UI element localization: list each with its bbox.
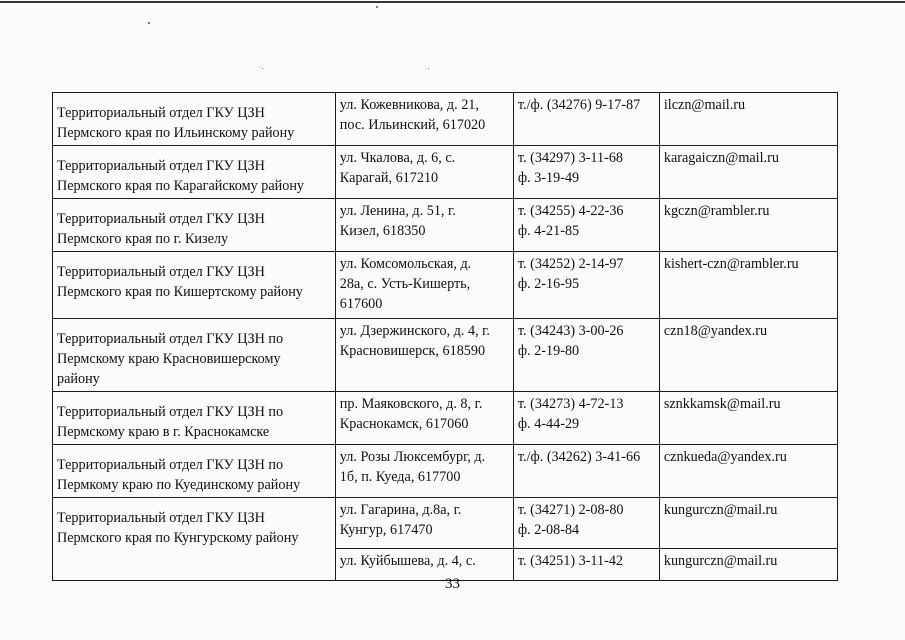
table-row (53, 392, 838, 445)
employment-centers-table (52, 92, 838, 581)
email-cell: sznkkamsk@mail.ru (659, 392, 837, 445)
address-cell: ул. Комсомольская, д. 28а, с. Усть-Кишерть, 617600 (335, 252, 513, 319)
scan-speck (428, 68, 429, 69)
table-row (53, 199, 838, 252)
table-row (53, 319, 838, 392)
address-cell: ул. Розы Люксембург, д. 1б, п. Куеда, 617700 (335, 445, 513, 498)
office-name-cell: Территориальный отдел ГКУ ЦЗН Пермского края по Кунгурскому району (53, 498, 336, 581)
email-cell: kishert-czn@rambler.ru (659, 252, 837, 319)
address-cell: ул. Кожевникова, д. 21, пос. Ильинский, 617020 (335, 93, 513, 146)
phone-cell: т. (34255) 4-22-36 ф. 4-21-85 (513, 199, 659, 252)
email-cell: kgczn@rambler.ru (659, 199, 837, 252)
office-name-cell: Территориальный отдел ГКУ ЦЗН Пермского края по Кишертскому району (53, 252, 336, 319)
office-name-cell: Территориальный отдел ГКУ ЦЗН по Пермскому краю в г. Краснокамске (53, 392, 336, 445)
scan-speck (262, 68, 263, 69)
address-cell: ул. Гагарина, д.8а, г. Кунгур, 617470 (335, 498, 513, 549)
email-cell: czn18@yandex.ru (659, 319, 837, 392)
office-name-cell: Территориальный отдел ГКУ ЦЗН Пермского края по Карагайскому району (53, 146, 336, 199)
office-name-cell: Территориальный отдел ГКУ ЦЗН Пермского края по г. Кизелу (53, 199, 336, 252)
email-cell: cznkueda@yandex.ru (659, 445, 837, 498)
phone-cell: т./ф. (34276) 9-17-87 (513, 93, 659, 146)
email-cell: ilczn@mail.ru (659, 93, 837, 146)
email-cell: kungurczn@mail.ru (659, 549, 837, 581)
table-row (53, 146, 838, 199)
office-name-cell: Территориальный отдел ГКУ ЦЗН Пермского края по Ильинскому району (53, 93, 336, 146)
phone-cell: т. (34273) 4-72-13 ф. 4-44-29 (513, 392, 659, 445)
address-cell: ул. Куйбышева, д. 4, с. (335, 549, 513, 581)
scan-speck (148, 22, 150, 24)
scan-speck (376, 6, 378, 8)
email-cell: karagaiczn@mail.ru (659, 146, 837, 199)
phone-cell: т. (34271) 2-08-80 ф. 2-08-84 (513, 498, 659, 549)
email-cell: kungurczn@mail.ru (659, 498, 837, 549)
office-name-cell: Территориальный отдел ГКУ ЦЗН по Пермкому краю по Куединскому району (53, 445, 336, 498)
phone-cell: т. (34251) 3-11-42 (513, 549, 659, 581)
table-row (53, 252, 838, 319)
phone-cell: т. (34297) 3-11-68 ф. 3-19-49 (513, 146, 659, 199)
top-scan-border (0, 1, 905, 3)
address-cell: пр. Маяковского, д. 8, г. Краснокамск, 617060 (335, 392, 513, 445)
table-row (53, 445, 838, 498)
phone-cell: т./ф. (34262) 3-41-66 (513, 445, 659, 498)
page-number: 33 (445, 576, 460, 592)
table-row (53, 93, 838, 146)
address-cell: ул. Ленина, д. 51, г. Кизел, 618350 (335, 199, 513, 252)
phone-cell: т. (34243) 3-00-26 ф. 2-19-80 (513, 319, 659, 392)
table-row (53, 498, 838, 549)
address-cell: ул. Дзержинского, д. 4, г. Красновишерск, 618590 (335, 319, 513, 392)
office-name-cell: Территориальный отдел ГКУ ЦЗН по Пермскому краю Красновишерскому району (53, 319, 336, 392)
address-cell: ул. Чкалова, д. 6, с. Карагай, 617210 (335, 146, 513, 199)
phone-cell: т. (34252) 2-14-97 ф. 2-16-95 (513, 252, 659, 319)
